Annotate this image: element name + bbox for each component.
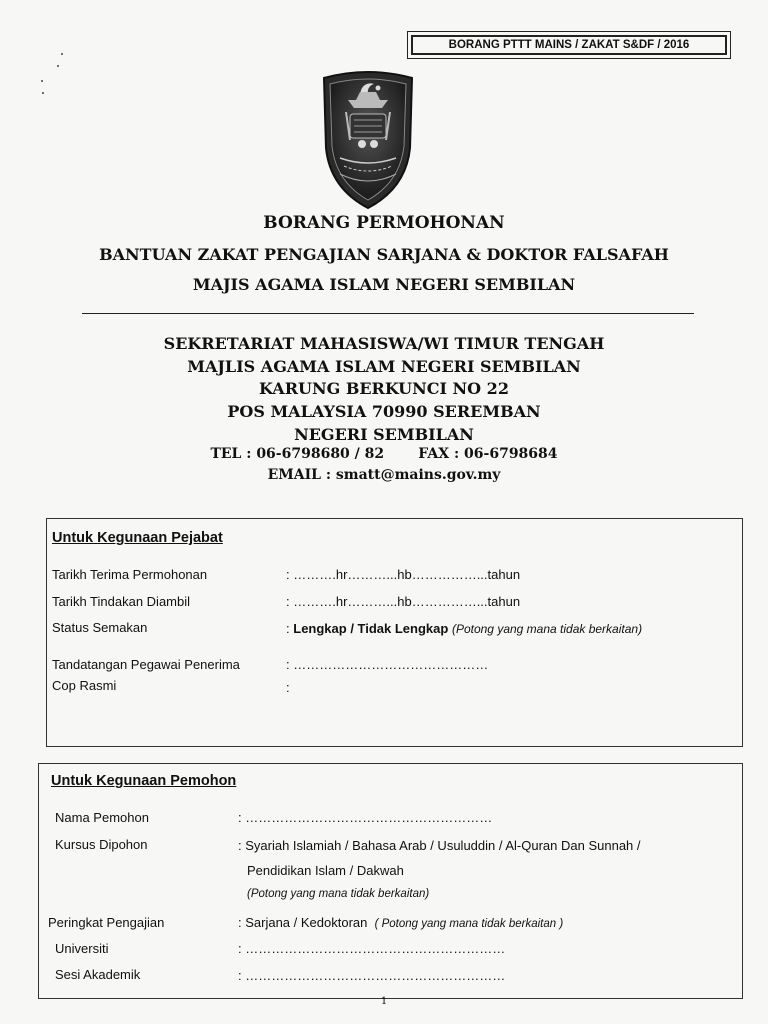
email-address: EMAIL : smatt@mains.gov.my <box>267 467 501 483</box>
field-label: Tarikh Terima Permohonan <box>52 567 208 582</box>
form-title: BORANG PERMOHONAN <box>263 213 505 233</box>
applicant-name-field[interactable]: : ………………………………………………… <box>238 810 493 825</box>
divider <box>82 313 694 314</box>
address-line: NEGERI SEMBILAN <box>294 425 474 444</box>
colon: : <box>286 621 290 636</box>
applicant-use-section <box>38 763 743 999</box>
form-code-box <box>407 31 731 59</box>
academic-session-field[interactable]: : …………………………………………………… <box>238 968 506 983</box>
officer-signature-field[interactable]: : ……………………………………… <box>286 657 489 672</box>
course-field[interactable]: : Syariah Islamiah / Bahasa Arab / Usuluddin / Al-Quran Dan Sunnah / <box>238 838 641 853</box>
telephone: TEL : 06-6798680 / 82 <box>210 446 385 462</box>
page-number: 1 <box>380 996 388 1007</box>
section-title: Untuk Kegunaan Pejabat <box>52 530 223 546</box>
field-label: Nama Pemohon <box>55 810 149 825</box>
address-line: MAJLIS AGAMA ISLAM NEGERI SEMBILAN <box>187 357 581 376</box>
field-label: Universiti <box>55 941 109 956</box>
field-label: Kursus Dipohon <box>55 837 148 852</box>
field-label: Status Semakan <box>52 620 148 635</box>
strike-note: ( Potong yang mana tidak berkaitan ) <box>374 918 564 930</box>
address-line: SEKRETARIAT MAHASISWA/WI TIMUR TENGAH <box>163 334 605 353</box>
university-field[interactable]: : …………………………………………………… <box>238 941 506 956</box>
section-title: Untuk Kegunaan Pemohon <box>51 773 237 789</box>
field-label: Peringkat Pengajian <box>48 915 165 930</box>
study-level-field[interactable] <box>238 915 563 930</box>
organization-name: MAJIS AGAMA ISLAM NEGERI SEMBILAN <box>192 275 576 294</box>
study-level-options: : Sarjana / Kedoktoran <box>238 915 368 930</box>
scan-speck <box>57 65 59 67</box>
course-field-continued[interactable]: Pendidikan Islam / Dakwah <box>247 863 404 878</box>
contact-numbers <box>0 446 768 462</box>
date-received-field[interactable]: : ……….hr………...hb……………...tahun <box>286 567 521 582</box>
status-options: Lengkap / Tidak Lengkap <box>293 621 449 636</box>
scan-speck <box>41 80 43 82</box>
date-action-field[interactable]: : ……….hr………...hb……………...tahun <box>286 594 521 609</box>
crest-logo <box>316 70 420 210</box>
fax: FAX : 06-6798684 <box>418 446 558 462</box>
official-stamp-field[interactable]: : <box>286 680 290 695</box>
address-line: KARUNG BERKUNCI NO 22 <box>259 379 509 398</box>
address-line: POS MALAYSIA 70990 SEREMBAN <box>227 402 541 421</box>
office-use-section <box>46 518 743 747</box>
strike-note: (Potong yang mana tidak berkaitan) <box>247 888 430 900</box>
scan-speck <box>61 53 63 55</box>
field-label: Tandatangan Pegawai Penerima <box>52 657 240 672</box>
field-label: Tarikh Tindakan Diambil <box>52 594 191 609</box>
scan-speck <box>42 92 44 94</box>
form-subtitle: BANTUAN ZAKAT PENGAJIAN SARJANA & DOKTOR FALSAFAH <box>99 245 669 264</box>
status-field[interactable] <box>286 621 642 636</box>
field-label: Cop Rasmi <box>52 678 117 693</box>
form-code: BORANG PTTT MAINS / ZAKAT S&DF / 2016 <box>411 35 727 55</box>
field-label: Sesi Akademik <box>55 967 141 982</box>
strike-note: (Potong yang mana tidak berkaitan) <box>451 622 643 636</box>
